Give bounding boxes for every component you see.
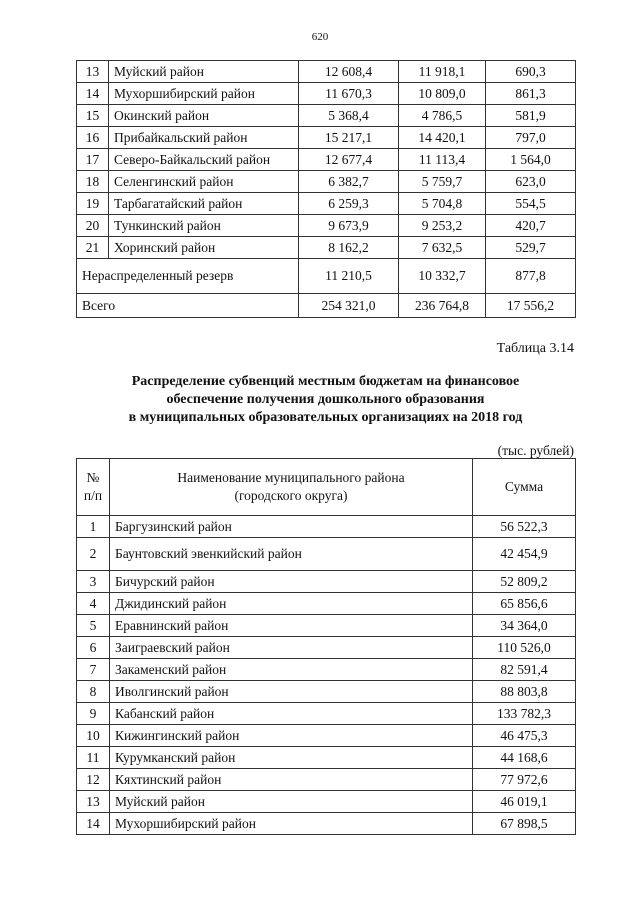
- value-3: 529,7: [486, 237, 576, 259]
- table-row: [77, 615, 576, 637]
- header-name: [110, 459, 473, 516]
- header-num: [77, 459, 110, 516]
- reserve-row-value-3: 877,8: [486, 259, 576, 294]
- table-row: [77, 516, 576, 538]
- sum-value: 65 856,6: [473, 593, 576, 615]
- sum-value: 52 809,2: [473, 571, 576, 593]
- value-2: 11 918,1: [399, 61, 486, 83]
- reserve-row-label: Нераспределенный резерв: [77, 259, 299, 294]
- table-row: [77, 593, 576, 615]
- unit-note: (тыс. рублей): [497, 443, 574, 458]
- table-title-line: обеспечение получения дошкольного образования: [166, 392, 485, 407]
- table-row: [77, 637, 576, 659]
- sum-value: 42 454,9: [473, 538, 576, 571]
- table-row: [77, 791, 576, 813]
- total-row: [77, 294, 576, 318]
- header-num-line: №: [86, 470, 100, 485]
- value-3: 861,3: [486, 83, 576, 105]
- sum-value: 88 803,8: [473, 681, 576, 703]
- district-name: Тарбагатайский район: [109, 193, 299, 215]
- table-row: [77, 659, 576, 681]
- district-name: Хоринский район: [109, 237, 299, 259]
- row-number: 14: [77, 83, 109, 105]
- value-2: 5 704,8: [399, 193, 486, 215]
- reserve-row: [77, 259, 576, 294]
- table-title-line: в муниципальных образовательных организациях на 2018 год: [128, 410, 523, 425]
- row-number: 18: [77, 171, 109, 193]
- sum-value: 44 168,6: [473, 747, 576, 769]
- sum-value: 77 972,6: [473, 769, 576, 791]
- value-3: 420,7: [486, 215, 576, 237]
- row-number: 8: [77, 681, 110, 703]
- table-title-line: Распределение субвенций местным бюджетам на финансовое: [131, 374, 520, 389]
- table-row: [77, 747, 576, 769]
- reserve-row-value-1: 11 210,5: [299, 259, 399, 294]
- district-name: Иволгинский район: [110, 681, 473, 703]
- district-name: Бичурский район: [110, 571, 473, 593]
- reserve-row-value-2: 10 332,7: [399, 259, 486, 294]
- value-3: 623,0: [486, 171, 576, 193]
- value-1: 8 162,2: [299, 237, 399, 259]
- row-number: 14: [77, 813, 110, 835]
- row-number: 5: [77, 615, 110, 637]
- district-name: Окинский район: [109, 105, 299, 127]
- district-name: Мухоршибирский район: [110, 813, 473, 835]
- value-1: 5 368,4: [299, 105, 399, 127]
- district-name: Еравнинский район: [110, 615, 473, 637]
- value-1: 6 259,3: [299, 193, 399, 215]
- district-name: Муйский район: [109, 61, 299, 83]
- header-sum: Сумма: [473, 459, 576, 516]
- row-number: 6: [77, 637, 110, 659]
- header-num-line: п/п: [83, 488, 103, 503]
- row-number: 19: [77, 193, 109, 215]
- table-row: [77, 813, 576, 835]
- sum-value: 82 591,4: [473, 659, 576, 681]
- district-name: Баунтовский эвенкийский район: [110, 538, 473, 571]
- table-row: [77, 127, 576, 149]
- header-name-line: Наименование муниципального района: [177, 470, 405, 485]
- district-name: Курумканский район: [110, 747, 473, 769]
- value-3: 1 564,0: [486, 149, 576, 171]
- value-1: 9 673,9: [299, 215, 399, 237]
- table-label: Таблица 3.14: [496, 341, 574, 356]
- table-row: [77, 61, 576, 83]
- row-number: 16: [77, 127, 109, 149]
- table-row: [77, 725, 576, 747]
- district-name: Кабанский район: [110, 703, 473, 725]
- row-number: 21: [77, 237, 109, 259]
- value-2: 9 253,2: [399, 215, 486, 237]
- district-name: Заиграевский район: [110, 637, 473, 659]
- total-row-label: Всего: [77, 294, 299, 318]
- row-number: 7: [77, 659, 110, 681]
- row-number: 2: [77, 538, 110, 571]
- table-row: [77, 171, 576, 193]
- value-1: 15 217,1: [299, 127, 399, 149]
- row-number: 3: [77, 571, 110, 593]
- district-name: Прибайкальский район: [109, 127, 299, 149]
- district-name: Кяхтинский район: [110, 769, 473, 791]
- district-name: Муйский район: [110, 791, 473, 813]
- value-2: 10 809,0: [399, 83, 486, 105]
- value-2: 11 113,4: [399, 149, 486, 171]
- value-3: 554,5: [486, 193, 576, 215]
- district-name: Джидинский район: [110, 593, 473, 615]
- row-number: 1: [77, 516, 110, 538]
- table-row: [77, 538, 576, 571]
- table-title: [76, 373, 575, 427]
- sum-value: 110 526,0: [473, 637, 576, 659]
- district-name: Баргузинский район: [110, 516, 473, 538]
- total-row-value-3: 17 556,2: [486, 294, 576, 318]
- district-name: Мухоршибирский район: [109, 83, 299, 105]
- row-number: 15: [77, 105, 109, 127]
- value-2: 4 786,5: [399, 105, 486, 127]
- row-number: 11: [77, 747, 110, 769]
- sum-value: 56 522,3: [473, 516, 576, 538]
- table-row: [77, 149, 576, 171]
- table-row: [77, 571, 576, 593]
- value-1: 12 608,4: [299, 61, 399, 83]
- row-number: 17: [77, 149, 109, 171]
- row-number: 4: [77, 593, 110, 615]
- page-number: 620: [311, 31, 329, 43]
- header-row: [77, 459, 576, 516]
- row-number: 10: [77, 725, 110, 747]
- sum-value: 133 782,3: [473, 703, 576, 725]
- subvention-table: [76, 458, 576, 835]
- value-3: 690,3: [486, 61, 576, 83]
- total-row-value-1: 254 321,0: [299, 294, 399, 318]
- district-name: Северо-Байкальский район: [109, 149, 299, 171]
- district-name: Кижингинский район: [110, 725, 473, 747]
- allocation-table-continued: [76, 60, 576, 318]
- table-row: [77, 703, 576, 725]
- table-row: [77, 237, 576, 259]
- row-number: 20: [77, 215, 109, 237]
- row-number: 13: [77, 791, 110, 813]
- value-1: 6 382,7: [299, 171, 399, 193]
- total-row-value-2: 236 764,8: [399, 294, 486, 318]
- district-name: Тункинский район: [109, 215, 299, 237]
- table-row: [77, 83, 576, 105]
- value-3: 797,0: [486, 127, 576, 149]
- table-row: [77, 769, 576, 791]
- value-2: 5 759,7: [399, 171, 486, 193]
- district-name: Закаменский район: [110, 659, 473, 681]
- row-number: 9: [77, 703, 110, 725]
- value-2: 7 632,5: [399, 237, 486, 259]
- value-3: 581,9: [486, 105, 576, 127]
- table-row: [77, 193, 576, 215]
- value-2: 14 420,1: [399, 127, 486, 149]
- district-name: Селенгинский район: [109, 171, 299, 193]
- table-row: [77, 215, 576, 237]
- value-1: 12 677,4: [299, 149, 399, 171]
- table-row: [77, 681, 576, 703]
- table-row: [77, 105, 576, 127]
- header-name-line: (городского округа): [234, 488, 348, 503]
- sum-value: 46 019,1: [473, 791, 576, 813]
- sum-value: 67 898,5: [473, 813, 576, 835]
- row-number: 13: [77, 61, 109, 83]
- sum-value: 34 364,0: [473, 615, 576, 637]
- value-1: 11 670,3: [299, 83, 399, 105]
- sum-value: 46 475,3: [473, 725, 576, 747]
- row-number: 12: [77, 769, 110, 791]
